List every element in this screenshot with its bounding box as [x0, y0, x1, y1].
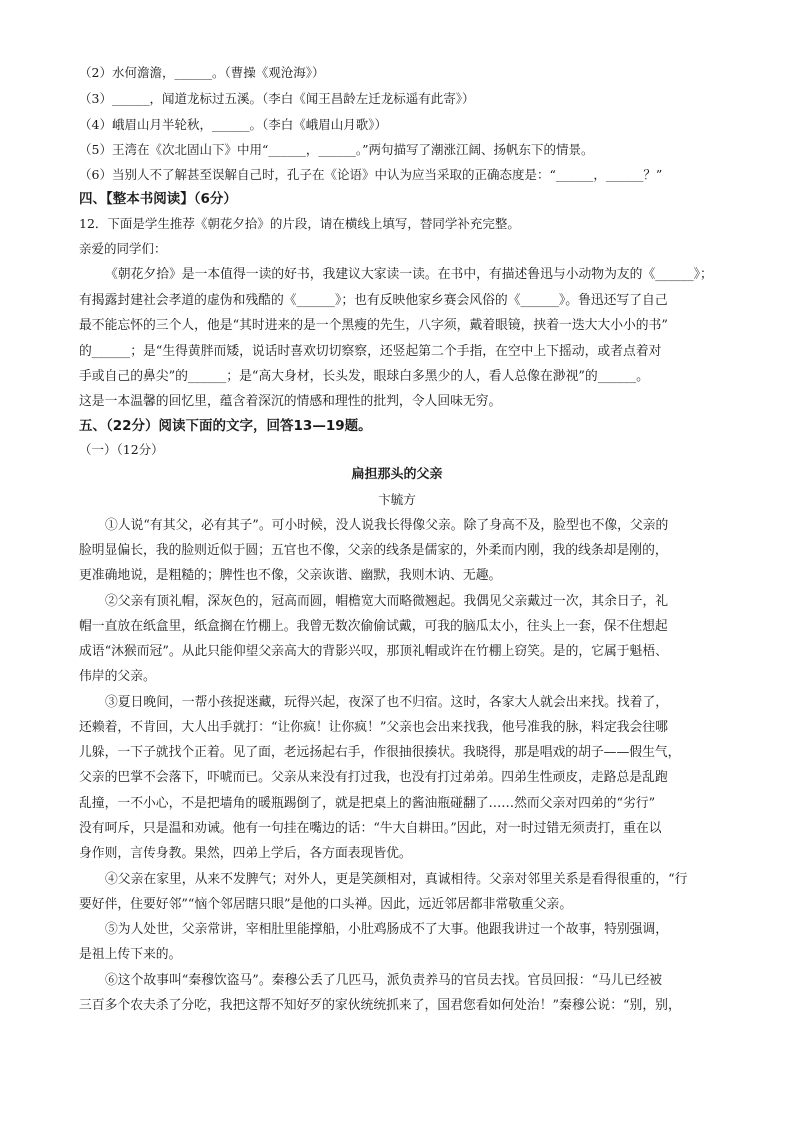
- article-line: 还赖着，不肯回，大人出手就打：“让你疯！让你疯！”父亲也会出来找我，他号准我的脉，料定我会往哪: [79, 720, 668, 735]
- article-line: ⑤为人处世，父亲常讲，宰相肚里能撑船，小肚鸡肠成不了大事。他跟我讲过一个故事，特别强调，: [105, 922, 669, 937]
- recommend-line: 的______；是“生得黄胖而矮，说话时喜欢切切察察，还竖起第二个手指，在空中上下摇动，或者点着对: [79, 344, 662, 359]
- article-line: ②父亲有顶礼帽，深灰色的，冠高而圆，帽檐宽大而略微翘起。我偶见父亲戴过一次，其余日子，礼: [105, 594, 669, 609]
- recommend-line: 手或自己的鼻尖”的______；是“高大身材，长头发，眼球白多黑少的人，看人总像在渺视”的______。: [79, 369, 649, 384]
- article-line: 没有呵斥，只是温和劝诫。他有一句挂在嘴边的话：“牛大自耕田。”因此，对一时过错无须责打，重在以: [79, 821, 662, 836]
- article-line: 三百多个农夫杀了分吃，我把这帮不知好歹的家伙统统抓来了，国君您看如何处治！”秦穆公说：“别，别，: [79, 998, 681, 1013]
- poem-item-6: （6）当别人不了解甚至误解自己时，孔子在《论语》中认为应当采取的正确态度是：“______，______？”: [79, 167, 663, 182]
- recommend-line: 最不能忘怀的三个人，他是“其时进来的是一个黑瘦的先生，八字须，戴着眼镜，挟着一迭大大小小的书”: [79, 318, 668, 333]
- recommend-line: 这是一本温馨的回忆里，蕴含着深沉的情感和理性的批判，令人回味无穷。: [79, 394, 502, 409]
- article-line: ③夏日晚间，一帮小孩捉迷藏，玩得兴起，夜深了也不归宿。这时，各家大人就会出来找。找着了，: [105, 695, 669, 710]
- article-line: 儿躲，一下子就找个正着。见了面，老远扬起右手，作很抽很揍状。我晓得，那是唱戏的胡子——假生气，: [79, 745, 681, 760]
- article-line: 是祖上传下来的。: [79, 947, 182, 962]
- article-title: 扁担那头的父亲: [351, 467, 443, 482]
- letter-greeting: 亲爱的同学们：: [79, 241, 167, 256]
- recommend-line: 《朝花夕拾》是一本值得一读的好书，我建议大家读一读。在书中，有描述鲁迅与小动物为友的《______》；: [105, 267, 713, 282]
- article-line: ①人说“有其父，必有其子”。可小时候，没人说我长得像父亲。除了身高不及，脸型也不像，父亲的: [105, 518, 669, 533]
- poem-item-2: （2）水何澹澹，______。（曹操《观沧海》）: [79, 65, 325, 80]
- article-line: 要好伴，住要好邻”“恼个邻居瞎只眼”是他的口头禅。因此，远近邻居都非常敬重父亲。: [79, 897, 573, 912]
- article-line: 身作则，言传身教。果然，四弟上学后，各方面表现皆优。: [79, 846, 412, 861]
- article-line: 帽一直放在纸盒里，纸盒搁在竹棚上。我曾无数次偷偷试戴，可我的脑瓜太小，往头上一套，保不住想起: [79, 619, 668, 634]
- article-line: 更准确地说，是粗糙的；脾性也不像，父亲诙谐、幽默，我则木讷、无趣。: [79, 568, 502, 583]
- poem-item-3: （3）______，闻道龙标过五溪。（李白《闻王昌龄左迁龙标遥有此寄》）: [79, 91, 475, 106]
- article-line: 乱撞，一不小心，不是把墙角的暖瓶踢倒了，就是把桌上的酱油瓶碰翻了……然而父亲对四弟的“劣行”: [79, 796, 656, 811]
- article-line: ④父亲在家里，从来不发脾气；对外人，更是笑颜相对，真诚相待。父亲对邻里关系是看得很重的，“行: [105, 872, 688, 887]
- poem-item-5: （5）王湾在《次北固山下》中用“______，______。”两句描写了潮涨江阔、扬帆东下的情景。: [79, 142, 594, 157]
- section4-heading: 四、【整本书阅读】（6分）: [79, 191, 237, 207]
- article-line: 伟岸的父亲。: [79, 669, 156, 684]
- article-line: ⑥这个故事叫“秦穆饮盗马”。秦穆公丢了几匹马，派负责养马的官员去找。官员回报：“马儿已经被: [105, 973, 663, 988]
- question-12: 12．下面是学生推荐《朝花夕拾》的片段，请在横线上填写，替同学补充完整。: [79, 216, 520, 231]
- recommend-line: 有揭露封建社会孝道的虚伪和残酷的《______》；也有反映他家乡赛会风俗的《______》。鲁迅还写了自己: [79, 293, 668, 308]
- article-line: 父亲的巴掌不会落下，吓唬而已。父亲从来没有打过我，也没有打过弟弟。四弟生性顽皮，走路总是乱跑: [79, 770, 668, 785]
- section5-heading: 五、（22分）阅读下面的文字，回答13—19题。: [79, 418, 372, 434]
- poem-item-4: （4）峨眉山月半轮秋，______。（李白《峨眉山月歌》）: [79, 117, 387, 132]
- article-line: 成语“沐猴而冠”。从此只能仰望父亲高大的背影兴叹，那顶礼帽或许在竹棚上窃笑。是的，它属于魁梧、: [79, 644, 668, 659]
- article-author: 卞毓方: [378, 492, 416, 507]
- article-line: 脸明显偏长，我的脸则近似于圆；五官也不像，父亲的线条是儒家的，外柔而内刚，我的线条却是刚的，: [79, 543, 668, 558]
- section5-subheading: （一）（12分）: [79, 442, 164, 457]
